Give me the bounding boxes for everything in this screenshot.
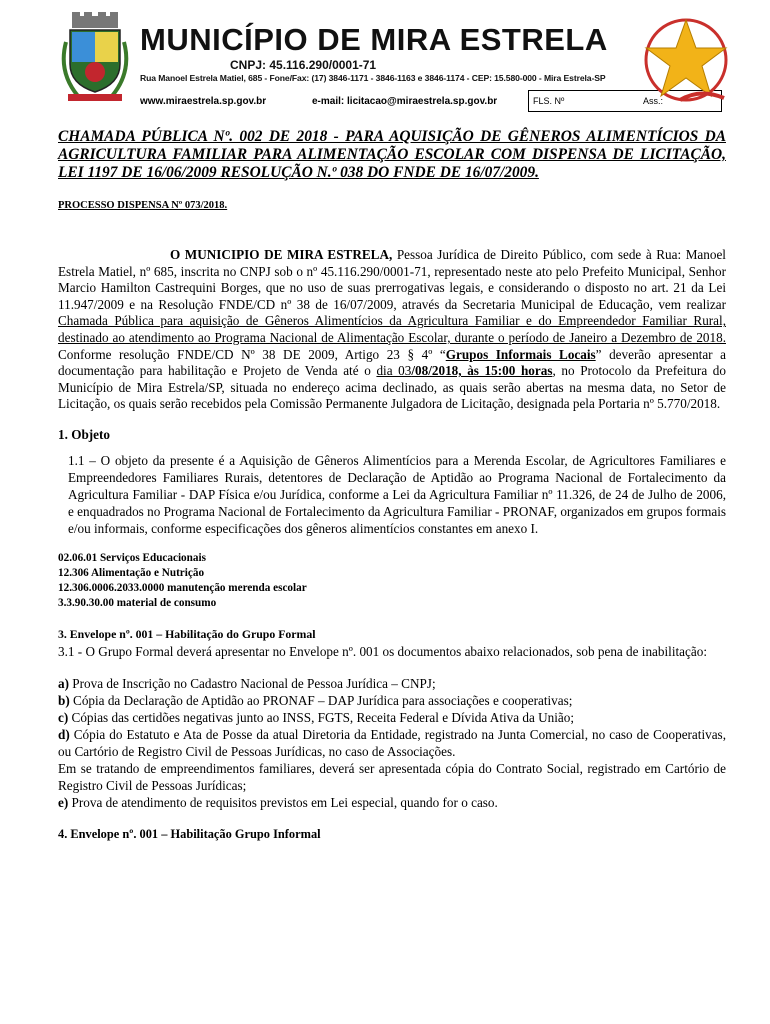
list-item: d) Cópia do Estatuto e Ata de Posse da atual Diretoria da Entidade, registrado na Junta Comercial, no caso de Cooperativas, ou Cartório de Registro Civil de Pessoas Jurídicas, no caso de Associações. xyxy=(58,727,726,760)
list-item: c) Cópias das certidões negativas junto ao INSS, FGTS, Receita Federal e Dívida Ativa da União; xyxy=(58,710,575,726)
process-number: PROCESSO DISPENSA Nº 073/2018. xyxy=(58,200,228,211)
header-website: www.miraestrela.sp.gov.br xyxy=(140,96,267,107)
coat-of-arms-icon xyxy=(58,12,132,102)
intro-paragraph: O MUNICIPIO DE MIRA ESTRELA, Pessoa Jurídica de Direito Público, com sede à Rua: Manoel Estrela Matiel, nº 685, inscrita no CNPJ sob o nº 45.116.290/0001-71, representado neste ato pelo Prefeito Municipal, Senhor Marcio Hamilton Castrequini Borges, que no uso de suas prerrogativas legais, e considerando o disposto no art. 21 da Lei 11.947/2009 e na Resolução FNDE/CD nº 38 de 16/07/2009, através da Secretaria Municipal de Educação, vem realizar Chamada Pública para aquisição de Gêneros Alimentícios da Agricultura Familiar e do Empreendedor Familiar Rural, destinado ao atendimento ao Programa Nacional de Alimentação Escolar, durante o período de Janeiro a Dezembro de 2018. Conforme resolução FNDE/CD Nº 38 DE 2009, Artigo 23 § 4º “Grupos Informais Locais” deverão apresentar a documentação para habilitação e Projeto de Venda até o dia 03/08/2018, às 15:00 horas, no Protocolo da Prefeitura do Município de Mira Estrela/SP, situada no endereço acima declinado, as quais serão abertas na mesma data, no Setor de Licitação, os quais serão recebidos pela Comissão Permanente Julgadora de Licitação, designada pela Portaria nº 5.770/2018. xyxy=(58,247,726,412)
list-item: b) Cópia da Declaração de Aptidão ao PRONAF – DAP Jurídica para associações e cooperativas; xyxy=(58,693,573,709)
section-3-text: 3.1 - O Grupo Formal deverá apresentar no Envelope nº. 001 os documentos abaixo relacionados, sob pena de inabilitação: xyxy=(58,644,707,660)
list-item: e) Prova de atendimento de requisitos previstos em Lei especial, quando for o caso. xyxy=(58,795,498,811)
star-logo-icon xyxy=(640,8,730,106)
section-4-title: 4. Envelope nº. 001 – Habilitação Grupo Informal xyxy=(58,827,321,842)
budget-code: 3.3.90.30.00 material de consumo xyxy=(58,597,217,610)
municipality-title: MUNICÍPIO DE MIRA ESTRELA xyxy=(140,22,608,57)
budget-code: 02.06.01 Serviços Educacionais xyxy=(58,552,206,565)
budget-code: 12.306 Alimentação e Nutrição xyxy=(58,567,205,580)
section-3-title: 3. Envelope nº. 001 – Habilitação do Grupo Formal xyxy=(58,627,316,642)
letterhead xyxy=(0,0,770,118)
ass-label: Ass.: xyxy=(643,96,664,106)
document-list xyxy=(58,675,726,811)
document-title: CHAMADA PÚBLICA Nº. 002 DE 2018 - PARA AQUISIÇÃO DE GÊNEROS ALIMENTÍCIOS DA AGRICULTURA FAMILIAR PARA ALIMENTAÇÃO ESCOLAR COM DISPENSA DE LICITAÇÃO, LEI 1197 DE 16/06/2009 RESOLUÇÃO N.º 038 DO FNDE DE 16/07/2009. xyxy=(58,128,726,181)
header-cnpj: CNPJ: 45.116.290/0001-71 xyxy=(230,58,377,72)
header-email: e-mail: licitacao@miraestrela.sp.gov.br xyxy=(312,96,498,107)
document-body xyxy=(58,128,726,842)
budget-code: 12.306.0006.2033.0000 manutenção merenda escolar xyxy=(58,582,307,595)
list-item: Em se tratando de empreendimentos familiares, deverá ser apresentada cópia do Contrato Social, registrado em Cartório de Registro Civil de Pessoas Jurídicas; xyxy=(58,761,726,794)
header-address: Rua Manoel Estrela Matiel, 685 - Fone/Fax: (17) 3846-1171 - 3846-1163 e 3846-1174 - CEP: 15.580-000 - Mira Estrela-SP xyxy=(140,73,606,83)
budget-codes xyxy=(58,551,726,611)
fls-label: FLS. Nº xyxy=(533,96,565,106)
section-1-text: 1.1 – O objeto da presente é a Aquisição de Gêneros Alimentícios para a Merenda Escolar, de Agricultores Familiares e Empreendedores Familiares Rurais, detentores de Declaração de Aptidão ao Programa Nacional de Fortalecimento da Agricultura Familiar - DAP Física e/ou Jurídica, conforme a Lei da Agricultura Familiar nº 11.326, de 24 de Julho de 2006, e enquadrados no Programa Nacional de Fortalecimento da Agricultura Familiar - PRONAF, organizados em grupos formais e/ou informais, conforme especificações dos gêneros alimentícios constantes em anexo I. xyxy=(68,452,726,536)
section-1-title: 1. Objeto xyxy=(58,426,111,442)
list-item: a) Prova de Inscrição no Cadastro Nacional de Pessoa Jurídica – CNPJ; xyxy=(58,676,436,692)
